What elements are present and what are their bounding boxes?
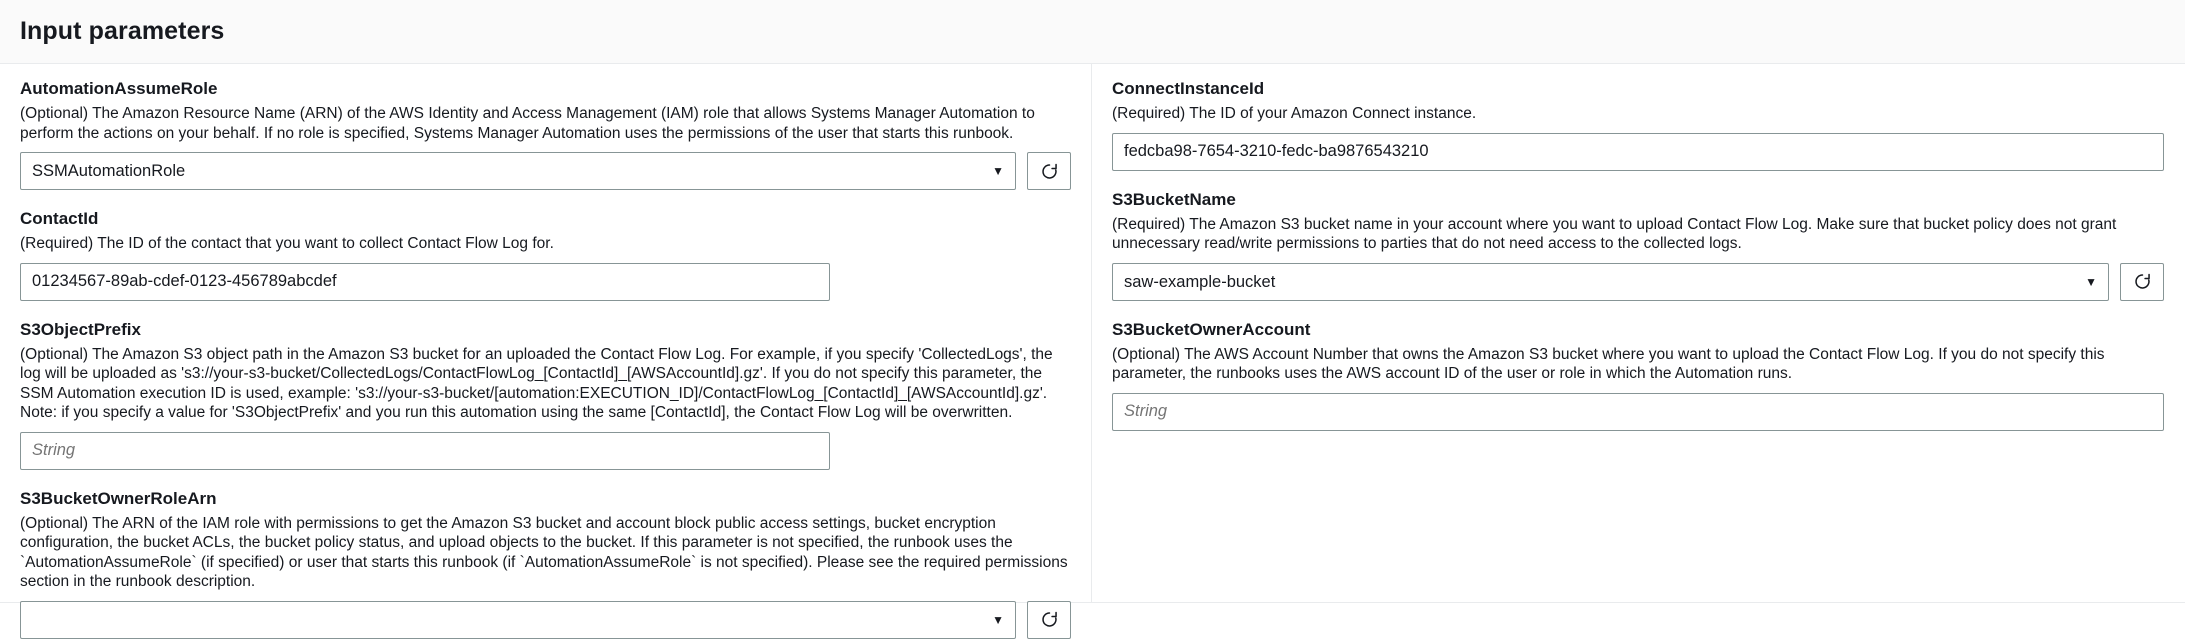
right-column: [1092, 64, 2184, 603]
s3bucketowneraccount-input[interactable]: [1112, 393, 2164, 431]
automationassumerole-select[interactable]: [20, 152, 1016, 190]
field-label: ContactId: [20, 209, 99, 228]
s3bucketname-select[interactable]: [1112, 263, 2109, 301]
field-automationassumerole: [20, 78, 1071, 190]
field-s3bucketownerrolearn: [20, 488, 1071, 639]
field-label: AutomationAssumeRole: [20, 79, 218, 98]
panel-header: [0, 0, 2185, 64]
field-description: (Required) The ID of your Amazon Connect instance.: [1112, 105, 1477, 122]
page-title: Input parameters: [20, 17, 225, 45]
input-row: [20, 263, 1071, 301]
input-row: [20, 601, 1071, 639]
chevron-down-icon: ▼: [2085, 274, 2097, 289]
refresh-icon: [2133, 272, 2152, 291]
contactid-input[interactable]: [20, 263, 830, 301]
refresh-s3bucketname-button[interactable]: [2120, 263, 2164, 301]
connectinstanceid-input[interactable]: [1112, 133, 2164, 171]
input-row: [1112, 263, 2164, 301]
input-row: [20, 152, 1071, 190]
field-label: ConnectInstanceId: [1112, 79, 1265, 98]
field-description: (Optional) The Amazon Resource Name (ARN) of the AWS Identity and Access Management (IAM) role that allows Systems Manager Automation to perform the actions on your behalf. If no role is specified, Systems Manager Automation uses the permissions of the user that starts this runbook.: [20, 105, 1035, 142]
field-contactid: [20, 208, 1071, 301]
left-column: [0, 64, 1092, 627]
field-description: (Required) The Amazon S3 bucket name in your account where you want to upload Contact Flow Log. Make sure that bucket policy does not grant unnecessary read/write permissions to parties that do not need access to the collected logs.: [1112, 215, 2117, 252]
field-s3bucketowneraccount: [1112, 319, 2164, 431]
refresh-s3bucketownerrolearn-button[interactable]: [1027, 601, 1071, 639]
select-wrapper: [1112, 263, 2109, 301]
s3objectprefix-input[interactable]: [20, 432, 830, 470]
s3bucketownerrolearn-select[interactable]: [20, 601, 1016, 639]
parameters-columns: [0, 64, 2185, 627]
input-row: [1112, 393, 2164, 431]
selected-value: SSMAutomationRole: [32, 162, 186, 180]
field-description: (Optional) The ARN of the IAM role with permissions to get the Amazon S3 bucket and account block public access settings, bucket encryption configuration, the bucket ACLs, the bucket policy status, and upload objects to the bucket. If this parameter is not specified, the runbook uses the `AutomationAssumeRole` (if specified) or user that starts this runbook (if `AutomationAssumeRole` is not specified). Please see the required permissions section in the runbook description.: [20, 514, 1068, 590]
select-wrapper: [20, 601, 1016, 639]
input-row: [1112, 133, 2164, 171]
field-label: S3BucketName: [1112, 189, 1236, 209]
field-label: S3BucketOwnerRoleArn: [20, 488, 217, 508]
field-description: (Optional) The Amazon S3 object path in the Amazon S3 bucket for an uploaded the Contact Flow Log. For example, if you specify 'CollectedLogs', the log will be uploaded as 's3://your-s3-bucket/CollectedLogs/ContactFlowLog_[ContactId]_[AWSAccountId].gz'. If you do not specify this parameter, the SSM Automation execution ID is used, example: 's3://your-s3-bucket/[automation:EXECUTION_ID]/ContactFlowLog_[ContactId]_[AWSAccountId].gz'. Note: if you specify a value for 'S3ObjectPrefix' and you run this automation using the same [ContactId], the Contact Flow Log will be overwritten.: [20, 345, 1053, 421]
field-label: S3ObjectPrefix: [20, 319, 141, 339]
field-connectinstanceid: [1112, 78, 2164, 171]
field-label: S3BucketOwnerAccount: [1112, 319, 1311, 339]
select-wrapper: [20, 152, 1016, 190]
field-description: (Optional) The AWS Account Number that owns the Amazon S3 bucket where you want to upload the Contact Flow Log. If you do not specify this parameter, the runbooks uses the AWS account ID of the user or role in which the Automation runs.: [1112, 345, 2105, 382]
chevron-down-icon: ▼: [992, 164, 1004, 178]
field-description: (Required) The ID of the contact that you want to collect Contact Flow Log for.: [20, 235, 554, 252]
refresh-icon: [1040, 162, 1059, 181]
field-s3bucketname: [1112, 189, 2164, 301]
refresh-icon: [1040, 610, 1059, 629]
field-s3objectprefix: [20, 319, 1071, 470]
refresh-automationassumerole-button[interactable]: [1027, 152, 1071, 190]
chevron-down-icon: ▼: [992, 612, 1004, 627]
selected-value: saw-example-bucket: [1124, 272, 1276, 291]
input-row: [20, 432, 1071, 470]
